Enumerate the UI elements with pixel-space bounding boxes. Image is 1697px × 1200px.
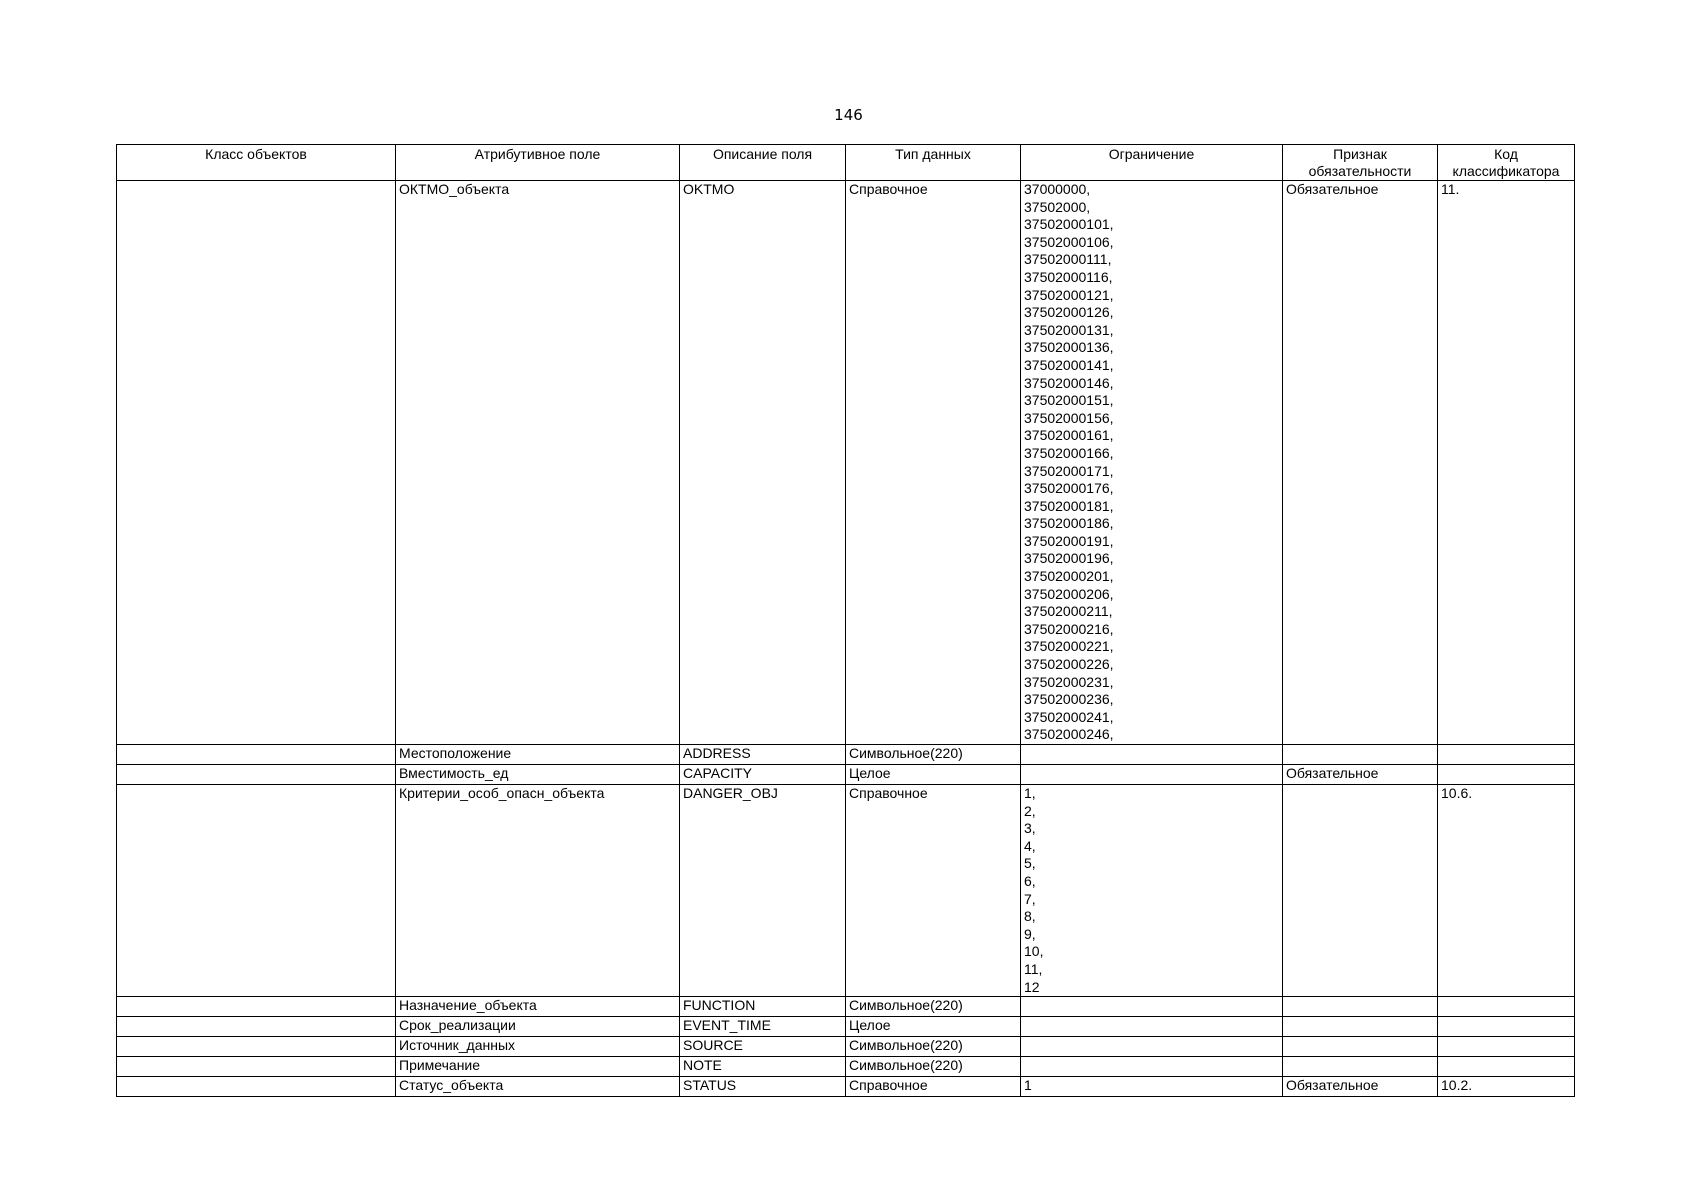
table-row (117, 1077, 1575, 1097)
header-classifier-code: Код классификатора (1438, 145, 1575, 181)
cell-class (117, 1037, 396, 1057)
cell-attribute: Примечание (396, 1057, 680, 1077)
cell-mandatory (1283, 745, 1438, 765)
cell-class (117, 997, 396, 1017)
cell-class (117, 181, 396, 745)
cell-description: CAPACITY (680, 765, 846, 785)
cell-description: ADDRESS (680, 745, 846, 765)
table-row (117, 997, 1575, 1017)
cell-mandatory (1283, 1017, 1438, 1037)
cell-data-type: Справочное (846, 181, 1021, 745)
cell-description: SOURCE (680, 1037, 846, 1057)
cell-attribute: Местоположение (396, 745, 680, 765)
cell-restriction (1021, 1037, 1283, 1057)
cell-class (117, 785, 396, 997)
cell-class (117, 1057, 396, 1077)
cell-description: DANGER_OBJ (680, 785, 846, 997)
cell-restriction: 1 (1021, 1077, 1283, 1097)
cell-data-type: Символьное(220) (846, 997, 1021, 1017)
cell-data-type: Справочное (846, 1077, 1021, 1097)
table-row (117, 1037, 1575, 1057)
table-row (117, 1057, 1575, 1077)
cell-data-type: Справочное (846, 785, 1021, 997)
cell-restriction (1021, 1017, 1283, 1037)
cell-mandatory: Обязательное (1283, 765, 1438, 785)
cell-restriction (1021, 1057, 1283, 1077)
cell-classifier-code (1438, 1037, 1575, 1057)
cell-mandatory (1283, 997, 1438, 1017)
cell-attribute: Критерии_особ_опасн_объекта (396, 785, 680, 997)
cell-classifier-code (1438, 1057, 1575, 1077)
cell-description: FUNCTION (680, 997, 846, 1017)
cell-class (117, 745, 396, 765)
cell-classifier-code (1438, 997, 1575, 1017)
cell-classifier-code (1438, 1017, 1575, 1037)
table-header-row (117, 145, 1575, 181)
table-row (117, 181, 1575, 745)
cell-mandatory: Обязательное (1283, 1077, 1438, 1097)
cell-description: OKTMO (680, 181, 846, 745)
table-row (117, 785, 1575, 997)
cell-restriction (1021, 765, 1283, 785)
cell-classifier-code (1438, 765, 1575, 785)
table-row (117, 765, 1575, 785)
attribute-table (116, 144, 1575, 1097)
cell-mandatory (1283, 1057, 1438, 1077)
cell-description: NOTE (680, 1057, 846, 1077)
cell-mandatory (1283, 785, 1438, 997)
cell-classifier-code: 11. (1438, 181, 1575, 745)
table-row (117, 745, 1575, 765)
cell-description: STATUS (680, 1077, 846, 1097)
header-description: Описание поля (680, 145, 846, 181)
cell-attribute: Источник_данных (396, 1037, 680, 1057)
header-data-type: Тип данных (846, 145, 1021, 181)
cell-restriction (1021, 997, 1283, 1017)
cell-attribute: Срок_реализации (396, 1017, 680, 1037)
cell-data-type: Целое (846, 1017, 1021, 1037)
cell-class (117, 1017, 396, 1037)
cell-class (117, 1077, 396, 1097)
cell-restriction: 37000000, 37502000, 37502000101, 37502000106, 37502000111, 37502000116, 37502000121, 37502000126, 37502000131, 37502000136, 37502000141, 37502000146, 37502000151, 37502000156, 37502000161, 37502000166, 37502000171, 37502000176, 37502000181, 37502000186, 37502000191, 37502000196, 37502000201, 37502000206, 37502000211, 37502000216, 37502000221, 37502000226, 37502000231, 37502000236, 37502000241, 37502000246, (1021, 181, 1283, 745)
cell-restriction (1021, 745, 1283, 765)
page-number: 146 (834, 106, 863, 124)
header-attribute: Атрибутивное поле (396, 145, 680, 181)
cell-restriction: 1, 2, 3, 4, 5, 6, 7, 8, 9, 10, 11, 12 (1021, 785, 1283, 997)
cell-data-type: Целое (846, 765, 1021, 785)
cell-attribute: Назначение_объекта (396, 997, 680, 1017)
cell-mandatory: Обязательное (1283, 181, 1438, 745)
header-class: Класс объектов (117, 145, 396, 181)
cell-data-type: Символьное(220) (846, 1037, 1021, 1057)
cell-mandatory (1283, 1037, 1438, 1057)
cell-description: EVENT_TIME (680, 1017, 846, 1037)
cell-classifier-code (1438, 745, 1575, 765)
cell-data-type: Символьное(220) (846, 1057, 1021, 1077)
cell-attribute: ОКТМО_объекта (396, 181, 680, 745)
table-row (117, 1017, 1575, 1037)
cell-class (117, 765, 396, 785)
cell-attribute: Статус_объекта (396, 1077, 680, 1097)
cell-data-type: Символьное(220) (846, 745, 1021, 765)
cell-classifier-code: 10.6. (1438, 785, 1575, 997)
cell-classifier-code: 10.2. (1438, 1077, 1575, 1097)
cell-attribute: Вместимость_ед (396, 765, 680, 785)
header-mandatory: Признак обязательности (1283, 145, 1438, 181)
header-restriction: Ограничение (1021, 145, 1283, 181)
